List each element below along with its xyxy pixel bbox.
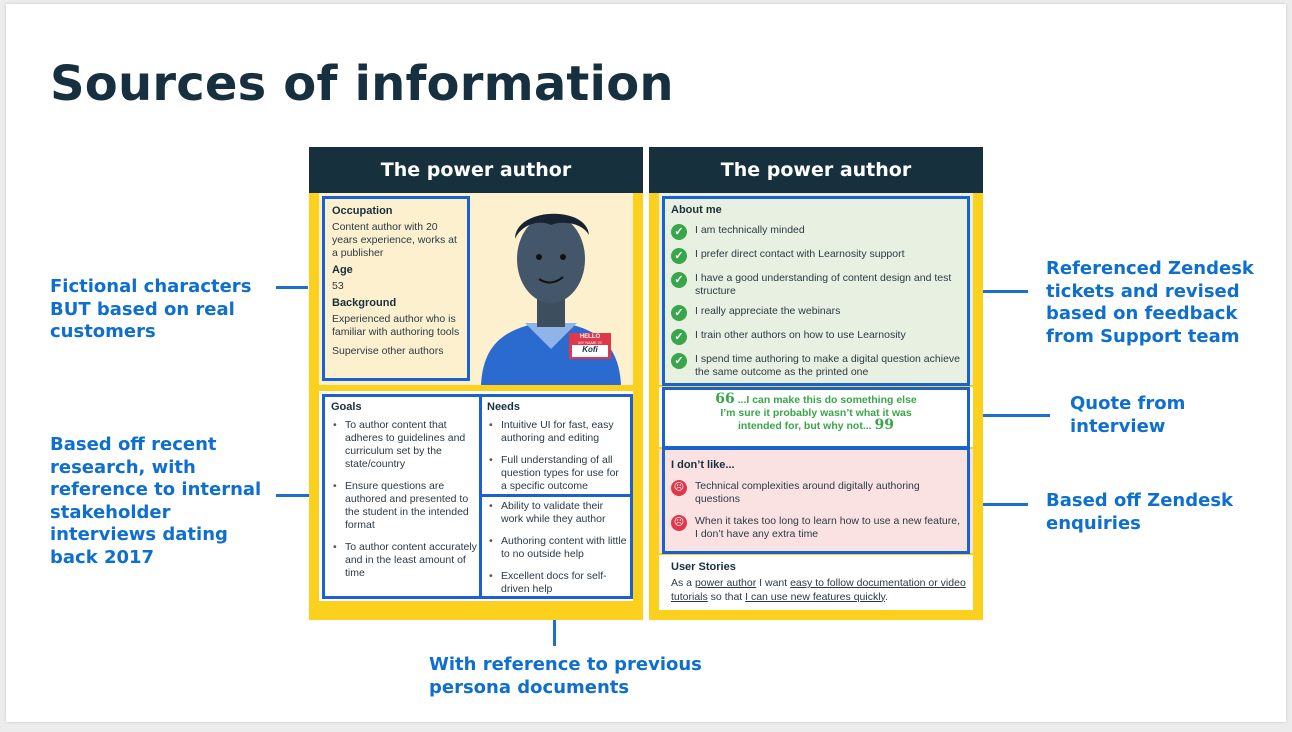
list-item — [671, 224, 963, 240]
list-item — [671, 305, 963, 321]
dislike-label: I don’t like... — [671, 459, 735, 471]
connector-line — [276, 286, 308, 289]
card-title: The power author — [309, 147, 643, 193]
note-line: persona documents — [429, 676, 630, 698]
occupation-text: Content author with 20 years experience, works at a publisher — [332, 221, 457, 259]
quote-line: ...I can make this do something else — [737, 394, 917, 406]
quote-open-mark: 66 — [715, 391, 735, 407]
needs-label: Needs — [487, 401, 521, 413]
about-column — [671, 204, 963, 386]
quote-line: intended for, but why not... — [738, 420, 872, 432]
list-item — [671, 515, 963, 540]
note-line: Fictional characters — [50, 276, 252, 297]
badge-subtitle: MY NAME IS — [578, 340, 602, 345]
card-title: The power author — [649, 147, 983, 193]
note-line: reference to internal — [50, 479, 262, 500]
list-item: • Intuitive UI for fast, easy authoring and editing — [487, 419, 627, 445]
note-line: from Support team — [1046, 325, 1240, 347]
list-item — [671, 480, 963, 505]
age-label: Age — [332, 264, 353, 276]
list-item — [671, 272, 963, 297]
goals-column — [331, 401, 477, 589]
note-line: based on feedback — [1046, 303, 1238, 324]
occupation-label: Occupation — [332, 205, 393, 217]
badge-hello: HELLO — [579, 334, 601, 340]
supervise-text: Supervise other authors — [332, 345, 444, 357]
list-item: • Ability to validate their work while they author — [487, 500, 627, 526]
note-line: With reference to previous — [429, 654, 702, 675]
persona-card-left — [309, 147, 643, 620]
dislike-column — [671, 459, 963, 548]
profile-text — [332, 205, 462, 358]
background-label: Background — [332, 297, 397, 309]
about-item-text: I really appreciate the webinars — [695, 305, 841, 317]
slide-title: Sources of information — [50, 56, 674, 112]
about-item-text: I am technically minded — [695, 224, 805, 236]
story-role: power author — [694, 577, 757, 589]
needs-column-bottom — [487, 500, 627, 605]
story-part: . — [885, 590, 888, 603]
check-icon: ✓ — [671, 224, 687, 240]
about-item-text: I spend time authoring to make a digital question achieve the same outcome as the printed one — [695, 353, 960, 378]
note-line: enquiries — [1046, 512, 1141, 534]
list-item: • Authoring content with little to no outside help — [487, 535, 627, 561]
story-want: easy to follow documentation or video tutorials — [671, 577, 966, 603]
stories-label: User Stories — [671, 561, 736, 573]
stories-column — [671, 561, 967, 604]
needs-list-top — [487, 419, 627, 493]
check-icon: ✓ — [671, 305, 687, 321]
interview-quote — [669, 393, 963, 433]
goals-list — [331, 419, 477, 580]
note-line: Referenced Zendesk — [1046, 258, 1254, 279]
note-line: Quote from — [1070, 393, 1186, 414]
note-line: Based off recent — [50, 434, 217, 455]
age-value: 53 — [332, 280, 344, 292]
story-part: so that — [707, 590, 746, 603]
note-research — [50, 434, 261, 569]
check-icon: ✓ — [671, 248, 687, 264]
note-fictional-characters — [50, 276, 251, 344]
list-item — [671, 248, 963, 264]
note-line: stakeholder — [50, 501, 171, 523]
check-icon: ✓ — [671, 329, 687, 345]
story-benefit: I can use new features quickly — [745, 590, 886, 603]
persona-avatar-illustration — [469, 199, 633, 385]
check-icon: ✓ — [671, 272, 687, 288]
note-line: interview — [1070, 415, 1166, 437]
list-item: • To author content accurately and in the least amount of time — [331, 541, 477, 580]
quote-close-mark: 99 — [874, 417, 894, 433]
goals-label: Goals — [331, 401, 362, 413]
note-line: BUT based on real — [50, 298, 235, 320]
list-item — [671, 353, 963, 378]
note-line: research, with — [50, 456, 196, 478]
note-line: Based off Zendesk — [1046, 490, 1234, 511]
note-line: back 2017 — [50, 546, 155, 568]
list-item: • Excellent docs for self-driven help — [487, 570, 627, 596]
note-enquiries — [1046, 490, 1233, 535]
note-quote — [1070, 393, 1185, 438]
persona-card-right — [649, 147, 983, 620]
quote-line: I’m sure it probably wasn’t what it was — [720, 406, 912, 419]
list-item: • To author content that adheres to guidelines and curriculum set by the state/country — [331, 419, 477, 471]
list-item — [671, 329, 963, 345]
note-line: tickets and revised — [1046, 280, 1240, 302]
check-icon: ✓ — [671, 353, 687, 369]
list-item: • Ensure questions are authored and presented to the student in the intended format — [331, 480, 477, 532]
sad-face-icon: ☹ — [671, 480, 687, 496]
about-item-text: I have a good understanding of content design and test structure — [695, 272, 952, 297]
needs-list-bottom — [487, 500, 627, 596]
slide — [6, 4, 1286, 722]
dislike-item-text: Technical complexities around digitally authoring questions — [695, 480, 920, 505]
connector-line — [972, 414, 1050, 417]
badge-name: Kofi — [582, 345, 598, 354]
note-zendesk-tickets — [1046, 258, 1254, 348]
note-line: customers — [50, 321, 156, 342]
story-part: I want — [756, 577, 791, 589]
about-item-text: I train other authors on how to use Learnosity — [695, 329, 906, 341]
note-previous-persona — [429, 654, 702, 699]
story-part: As a — [671, 577, 695, 589]
needs-column — [487, 401, 627, 502]
user-story — [671, 577, 967, 604]
dislike-item-text: When it takes too long to learn how to use a new feature, I don’t have any extra time — [695, 515, 960, 540]
about-item-text: I prefer direct contact with Learnosity support — [695, 248, 905, 260]
background-text: Experienced author who is familiar with authoring tools — [332, 313, 460, 338]
sad-face-icon: ☹ — [671, 515, 687, 531]
note-line: interviews dating — [50, 524, 228, 545]
about-label: About me — [671, 204, 722, 216]
list-item: • Full understanding of all question types for use for a specific outcome — [487, 454, 627, 493]
